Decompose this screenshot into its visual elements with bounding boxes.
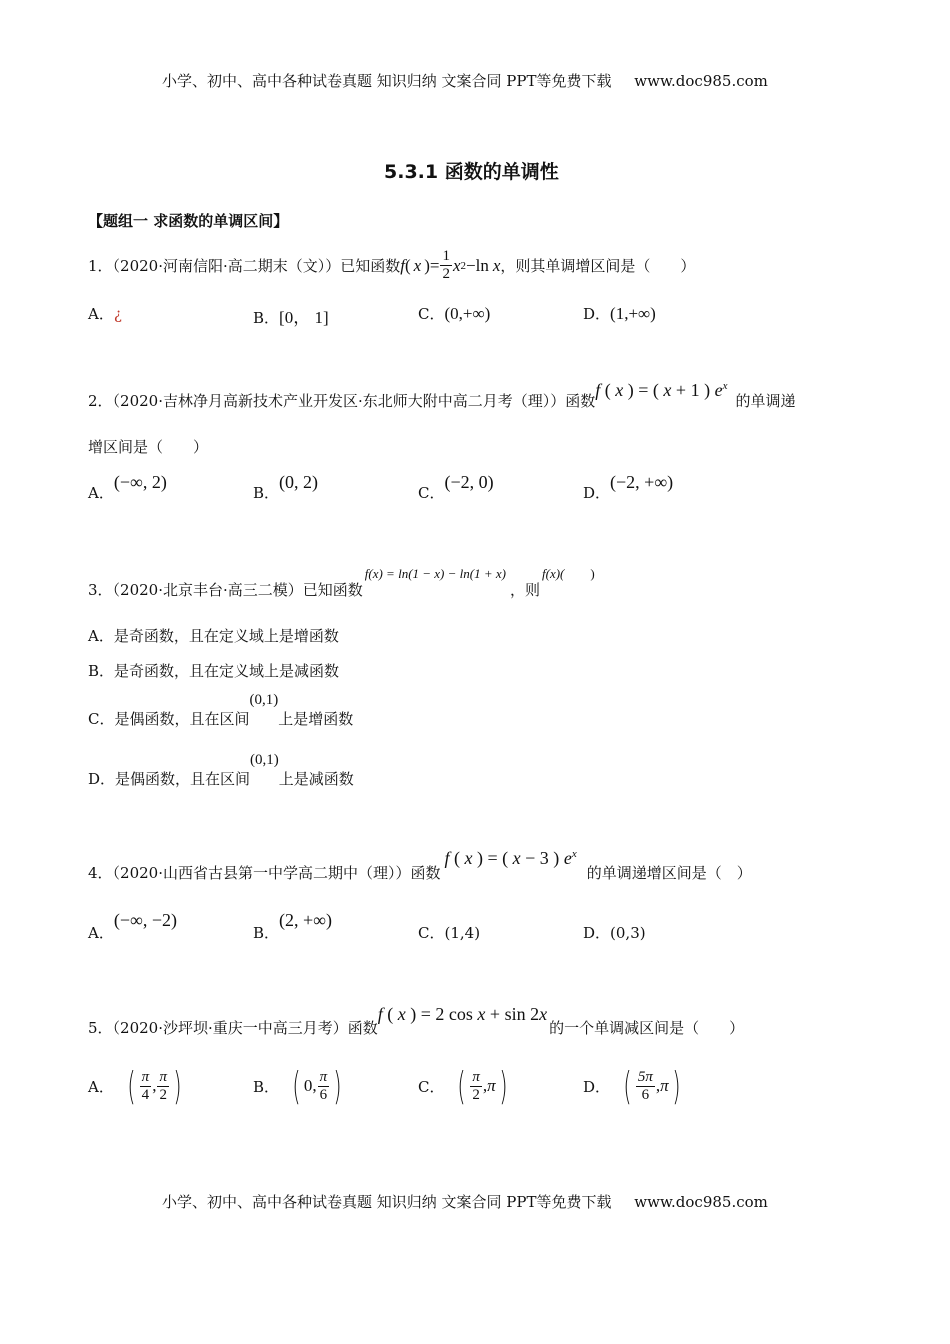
option-math: ( 0, $\frac{\pi}{6}$ )	[292, 1064, 342, 1108]
option-text: ¿	[113, 305, 122, 323]
option-label: D．	[583, 1077, 611, 1096]
question-2-formula: f ( x ) = ( x + 1 ) $e^x$	[595, 380, 728, 400]
header-text: 小学、初中、高中各种试卷真题 知识归纳 文案合同 PPT等免费下载	[162, 72, 612, 90]
option-label: C．	[418, 484, 445, 502]
page-footer	[162, 1191, 768, 1212]
question-1-stem: 1．（2020·河南信阳·高二期末（文））已知函数	[88, 257, 401, 275]
question-3-stem-mid: ，则	[509, 581, 540, 599]
option-interval: (0,1)	[250, 752, 279, 768]
question-1-option-c[interactable]	[418, 303, 490, 324]
question-4-stem: 4．（2020·山西省古县第一中学高二期中（理））函数	[88, 864, 441, 882]
header-url[interactable]: www.doc985.com	[634, 72, 768, 90]
option-label: A．	[88, 484, 114, 502]
question-4-option-d[interactable]	[583, 922, 646, 943]
option-label: A．	[88, 1077, 114, 1096]
question-3-stem: 3．（2020·北京丰台·高三二模）已知函数	[88, 581, 363, 599]
option-label: C．	[418, 1077, 445, 1096]
option-label: D．	[583, 484, 611, 502]
question-2-line2: 增区间是（ ）	[88, 438, 209, 456]
option-interval: (0,1)	[249, 692, 279, 708]
footer-text: 小学、初中、高中各种试卷真题 知识归纳 文案合同 PPT等免费下载	[162, 1193, 612, 1211]
option-text: (−2, 0)	[444, 472, 494, 492]
option-math: ( $\frac{\pi}{4}$ , $\frac{\pi}{2}$ )	[127, 1064, 182, 1108]
question-5-option-d[interactable]	[583, 1066, 683, 1106]
question-2-stem-end: 的单调递	[735, 392, 796, 410]
option-label: B．	[253, 309, 280, 327]
question-3-option-a[interactable]	[88, 625, 339, 646]
option-tail: 上是增函数	[278, 710, 354, 728]
option-label: A．	[88, 924, 114, 942]
question-4-option-b[interactable]	[253, 910, 333, 942]
option-text: (0, 2)	[279, 472, 319, 492]
question-1	[88, 248, 695, 283]
question-1-option-a[interactable]	[88, 303, 122, 324]
question-4	[88, 848, 752, 883]
option-label: D．	[583, 924, 611, 942]
option-text: (−∞, 2)	[113, 472, 167, 492]
question-2-option-d[interactable]	[583, 472, 674, 502]
option-label: B．	[253, 484, 280, 502]
page-title: 5.3.1 函数的单调性	[384, 161, 559, 183]
question-5-option-a[interactable]	[88, 1066, 185, 1106]
question-3	[88, 566, 595, 600]
question-5-formula: f ( x ) = 2 cos x + sin 2x	[377, 1004, 548, 1024]
option-text: [0， 1]	[279, 308, 329, 327]
question-4-option-a[interactable]	[88, 910, 177, 942]
option-label: D．	[88, 770, 116, 788]
question-2	[88, 378, 795, 411]
question-3-option-b[interactable]	[88, 660, 339, 681]
option-text: (−∞, −2)	[113, 910, 177, 930]
option-text: (0,+∞)	[444, 304, 491, 323]
question-4-stem-end: 的单调递增区间是（ ）	[586, 864, 752, 882]
question-3-formula: f(x) = ln(1 − x) − ln(1 + x)	[364, 566, 506, 581]
question-3-option-d[interactable]	[88, 752, 354, 789]
question-2-option-a[interactable]	[88, 472, 167, 502]
question-1-option-b[interactable]	[253, 303, 329, 328]
option-label: B．	[88, 662, 115, 680]
question-5-stem: 5．（2020·沙坪坝·重庆一中高三月考）函数	[88, 1019, 378, 1037]
option-text: (2, +∞)	[279, 910, 333, 930]
question-5-option-c[interactable]	[418, 1066, 510, 1106]
question-4-formula: f ( x ) = ( x − 3 ) $e^x$	[444, 848, 577, 868]
question-3-formula2: f(x)(	[542, 566, 565, 581]
option-text: (1,+∞)	[610, 304, 656, 323]
question-4-option-c[interactable]	[418, 922, 480, 943]
option-label: A．	[88, 627, 114, 645]
question-3-paren-close: )	[590, 566, 595, 581]
option-label: C．	[418, 305, 445, 323]
option-label: B．	[253, 924, 280, 942]
option-label: C．	[418, 924, 445, 942]
option-text: (−2, +∞)	[610, 472, 674, 492]
option-text: 是奇函数，且在定义域上是增函数	[113, 627, 339, 645]
question-5	[88, 1004, 744, 1038]
page-header	[162, 70, 768, 91]
question-5-option-b[interactable]	[253, 1066, 345, 1106]
group-title: 【题组一 求函数的单调区间】	[88, 212, 289, 230]
option-label: D．	[583, 305, 611, 323]
question-2-option-c[interactable]	[418, 472, 494, 502]
option-label: B．	[253, 1077, 280, 1096]
option-label: C．	[88, 710, 115, 728]
question-1-stem-end: ，则其单调增区间是（ ）	[500, 257, 696, 275]
option-text: 是偶函数，且在区间	[115, 770, 251, 788]
option-text: (0,3)	[610, 924, 646, 942]
option-tail: 上是减函数	[278, 770, 354, 788]
question-2-stem: 2．（2020·吉林净月高新技术产业开发区·东北师大附中高二月考（理））函数	[88, 392, 596, 410]
question-1-option-d[interactable]	[583, 303, 656, 324]
option-label: A．	[88, 305, 114, 323]
option-text: 是偶函数，且在区间	[114, 710, 250, 728]
question-5-stem-end: 的一个单调减区间是（ ）	[549, 1019, 745, 1037]
option-math: ( $\frac{5\pi}{6}$ , π )	[623, 1064, 681, 1108]
option-math: ( $\frac{\pi}{2}$ , π )	[457, 1064, 508, 1108]
footer-url[interactable]: www.doc985.com	[634, 1193, 768, 1211]
question-1-formula: f ( x )= $\frac{1}{2}$ x 2 −ln x	[400, 248, 501, 282]
option-text: (1,4)	[444, 924, 481, 942]
option-text: 是奇函数，且在定义域上是减函数	[114, 662, 340, 680]
question-3-option-c[interactable]	[88, 692, 353, 729]
question-2-option-b[interactable]	[253, 472, 319, 502]
